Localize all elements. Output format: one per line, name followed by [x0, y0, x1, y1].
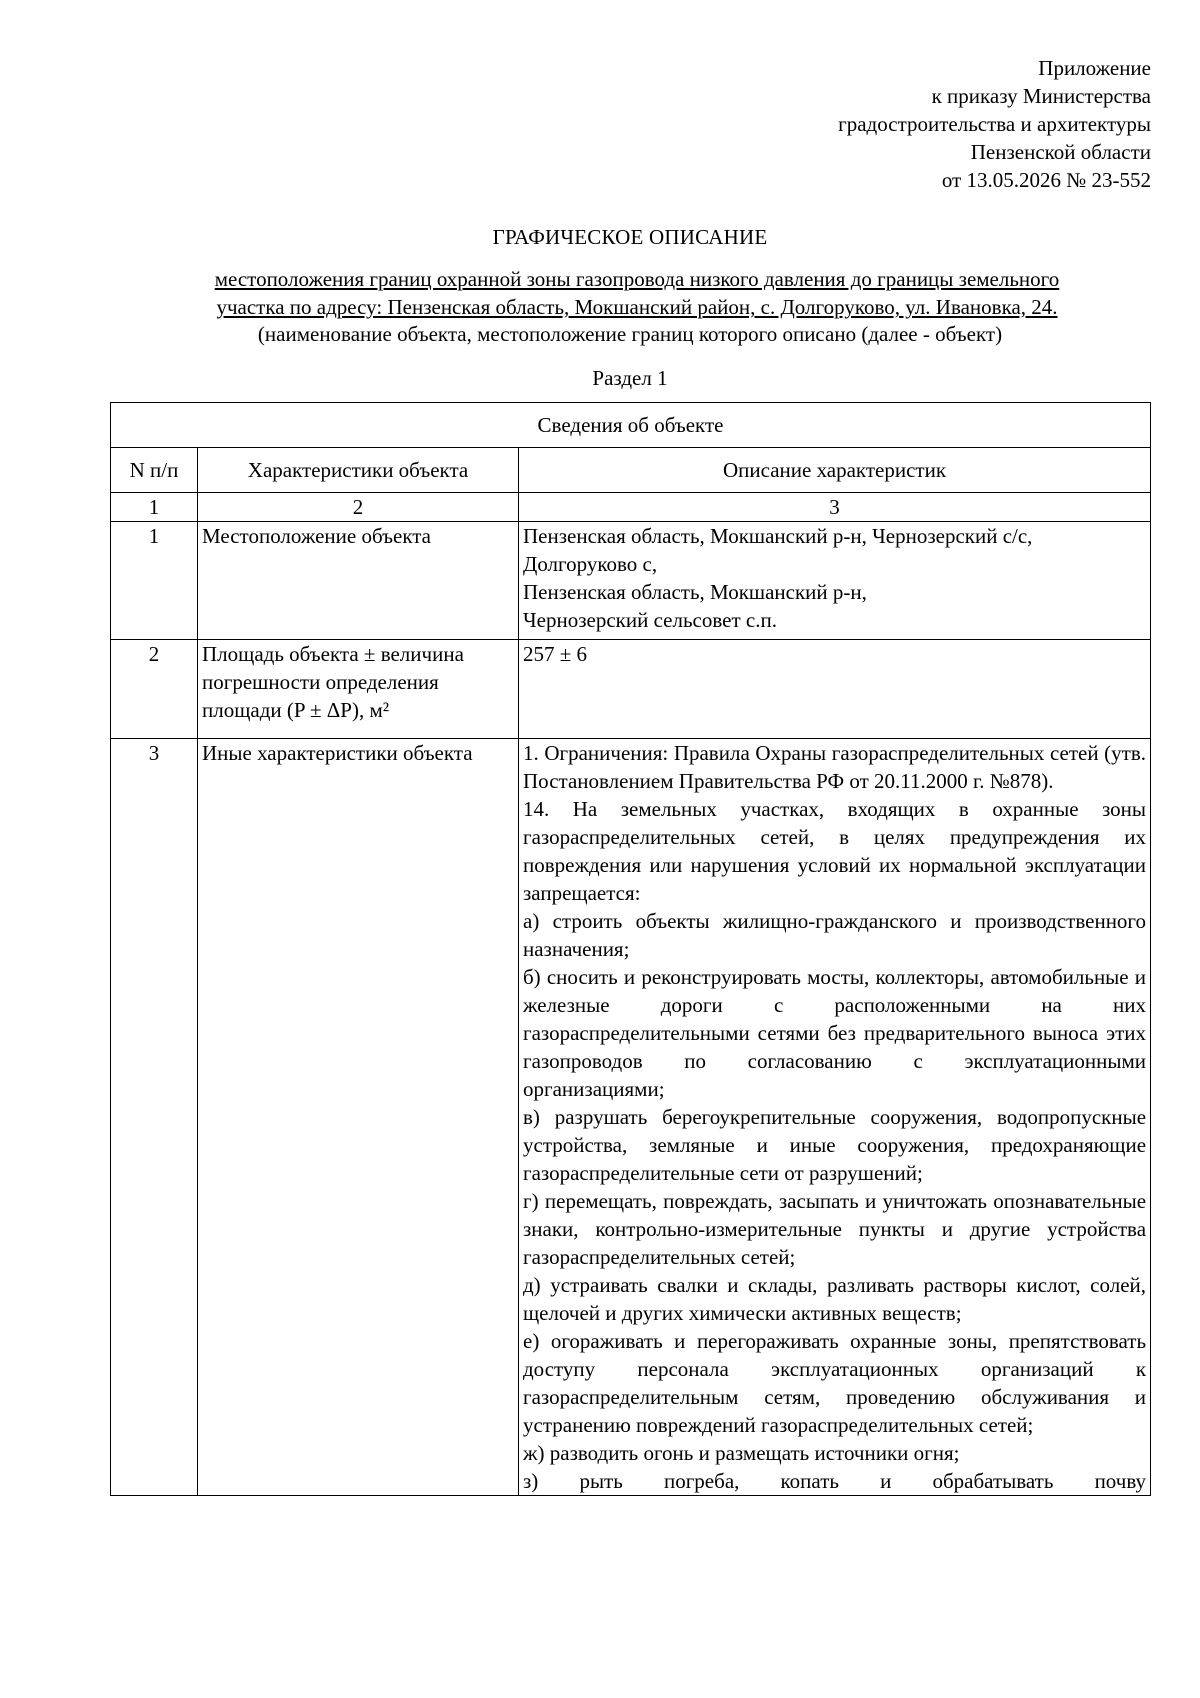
description-paragraph: ж) разводить огонь и размещать источники огня;	[523, 1441, 960, 1465]
object-name-line: местоположения границ охранной зоны газопровода низкого давления до границы земельного	[214, 267, 1060, 291]
table-row	[111, 739, 1151, 1496]
row-description	[519, 522, 1151, 640]
table-header-row	[111, 403, 1151, 448]
approval-line: к приказу Министерства	[931, 84, 1151, 108]
approval-block	[838, 54, 1151, 194]
row-number: 2	[111, 640, 198, 739]
description-line: Долгоруково с,	[523, 552, 658, 576]
description-paragraph: 14. На земельных участках, входящих в охранные зоны газораспределительных сетей, в целях предупреждения их повреждения или нарушения условий их нормальной эксплуатации запрещается:	[523, 797, 1147, 905]
description-paragraph: г) перемещать, повреждать, засыпать и уничтожать опознавательные знаки, контрольно-измерительные пункты и другие устройства газораспределительных сетей;	[523, 1189, 1147, 1269]
approval-line: градостроительства и архитектуры	[838, 112, 1151, 136]
column-number: 2	[198, 493, 519, 522]
approval-line: Приложение	[1038, 56, 1151, 80]
description-line: Пензенская область, Мокшанский р-н,	[523, 580, 867, 604]
document-title: ГРАФИЧЕСКОЕ ОПИСАНИЕ	[492, 225, 768, 249]
row-characteristic: Местоположение объекта	[198, 522, 519, 640]
description-paragraph: б) сносить и реконструировать мосты, коллекторы, автомобильные и железные дороги с расположенными на них газораспределительными сетями без предварительного выноса этих газопроводов по согласованию с эксплуатационными организациями;	[523, 965, 1147, 1101]
description-paragraph: е) огораживать и перегораживать охранные зоны, препятствовать доступу персонала эксплуатационных организаций к газораспределительным сетям, проведению обслуживания и устранению повреждений газораспределительных сетей;	[523, 1329, 1147, 1437]
row-characteristic: Иные характеристики объекта	[198, 739, 519, 1496]
object-name-caption: (наименование объекта, местоположение границ которого описано (далее - объект)	[257, 322, 1003, 346]
description-paragraph-continued: з) рыть погреба, копать и обрабатывать почву	[523, 1469, 1147, 1493]
column-number: 3	[519, 493, 1151, 522]
row-description: 257 ± 6	[519, 640, 1151, 739]
object-name	[142, 265, 1132, 321]
description-line: Пензенская область, Мокшанский р-н, Чернозерский с/с,	[523, 524, 1033, 548]
object-info-table	[110, 402, 1151, 1496]
description-paragraph: а) строить объекты жилищно-гражданского и производственного назначения;	[523, 909, 1147, 961]
table-row	[111, 640, 1151, 739]
row-description	[519, 739, 1151, 1496]
column-number-row	[111, 493, 1151, 522]
table-column-header-row	[111, 448, 1151, 493]
column-header-characteristic: Характеристики объекта	[198, 448, 519, 493]
row-number: 1	[111, 522, 198, 640]
section-title: Раздел 1	[592, 366, 668, 390]
object-name-line: участка по адресу: Пензенская область, Мокшанский район, с. Долгоруково, ул. Ивановка, 24.	[216, 295, 1058, 319]
approval-date-number: от 13.05.2026 № 23-552	[941, 168, 1151, 192]
column-header-description: Описание характеристик	[519, 448, 1151, 493]
description-paragraph: 1. Ограничения: Правила Охраны газораспределительных сетей (утв. Постановлением Правительства РФ от 20.11.2000 г. №878).	[523, 741, 1147, 793]
row-characteristic: Площадь объекта ± величина погрешности определения площади (P ± ΔP), м²	[198, 640, 519, 739]
row-number: 3	[111, 739, 198, 1496]
approval-line: Пензенской области	[970, 140, 1151, 164]
description-line: Чернозерский сельсовет с.п.	[523, 608, 777, 632]
table-title-cell: Сведения об объекте	[111, 403, 1151, 448]
column-header-num: N п/п	[111, 448, 198, 493]
description-paragraph: в) разрушать берегоукрепительные сооружения, водопропускные устройства, земляные и иные сооружения, предохраняющие газораспределительные сети от разрушений;	[523, 1105, 1147, 1185]
column-number: 1	[111, 493, 198, 522]
description-paragraph: д) устраивать свалки и склады, разливать растворы кислот, солей, щелочей и других химически активных веществ;	[523, 1273, 1147, 1325]
table-row	[111, 522, 1151, 640]
